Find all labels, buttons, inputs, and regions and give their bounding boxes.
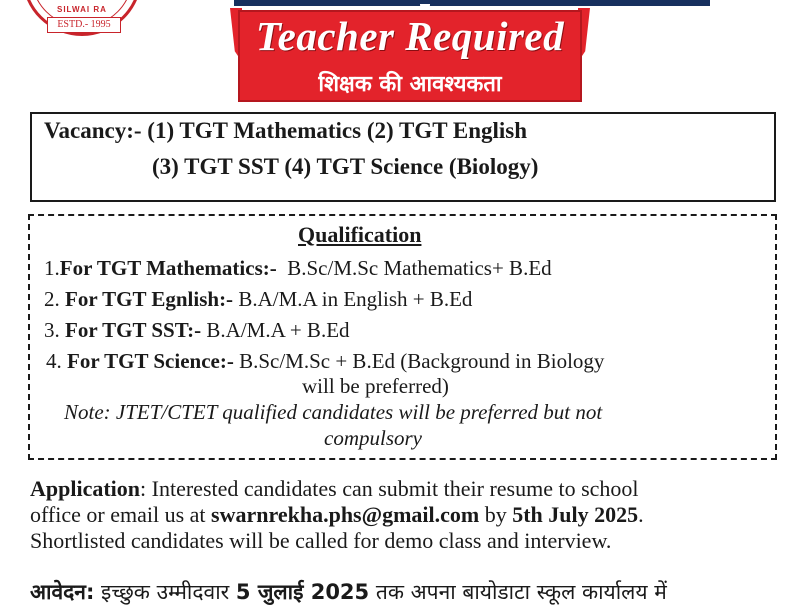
item-title: For TGT Science:- [67,349,234,373]
vacancy-line-1 [44,118,527,144]
vacancy-line-2: (3) TGT SST (4) TGT Science (Biology) [152,154,539,179]
application-line-2-end: . [638,502,644,527]
item-number: 2. [44,287,60,311]
hindi-application-label: आवेदन: [30,580,95,604]
item-detail: B.A/M.A + B.Ed [206,318,350,342]
vacancy-label: Vacancy:- [44,118,142,143]
qualification-item-math [44,256,552,281]
item-title: For TGT SST:- [65,318,202,342]
item-number: 4. [46,349,62,373]
item-title: For TGT Mathematics:- [59,256,277,280]
item-title: For TGT Egnlish:- [65,287,234,311]
vacancy-list-1: (1) TGT Mathematics (2) TGT English [147,118,528,143]
deadline-date: 5th July 2025 [512,502,639,527]
seal-arc-text: SILWAI RA [57,5,107,14]
qualification-item-sst [44,318,350,343]
vacancy-box [30,112,776,202]
school-seal-logo [22,0,142,36]
qualification-item-english [44,287,472,312]
title-banner [238,10,582,102]
note-line-1: Note: JTET/CTET qualified candidates will be preferred but not [64,400,603,424]
application-label: Application [30,476,141,501]
qualification-heading: Qualification [298,222,422,247]
hindi-text: इच्छुक उम्मीदवार [94,580,236,604]
item-detail: B.Sc/M.Sc + B.Ed (Background in Biology [239,349,605,373]
application-line-1: : Interested candidates can submit their resume to school [140,476,639,501]
banner-title: Teacher Required [255,13,565,59]
hindi-application-line [30,578,800,606]
hindi-date: 5 जुलाई 2025 [235,580,370,604]
qualification-item-science-cont: will be preferred) [302,374,449,398]
banner-subtitle-hindi: शिक्षक की आवश्यकता [318,72,502,97]
qualification-item-science [46,349,604,374]
application-paragraph [30,476,790,554]
item-detail: B.Sc/M.Sc Mathematics+ B.Ed [287,256,552,280]
top-header-strip [234,0,710,6]
item-number: 3. [44,318,60,342]
seal-estd-label: ESTD.- 1995 [47,17,121,33]
application-line-3: Shortlisted candidates will be called for demo class and interview. [30,528,612,553]
blank-patch [458,222,726,248]
note-line-2: compulsory [324,426,422,450]
item-number: 1. [44,256,60,280]
application-line-2-pre: office or email us at [30,502,212,527]
hindi-rest: तक अपना बायोडाटा स्कूल कार्यालय में [369,580,667,604]
item-detail: B.A/M.A in English + B.Ed [238,287,473,311]
application-line-2-mid: by [479,502,513,527]
email-address: swarnrekha.phs@gmail.com [211,502,480,527]
